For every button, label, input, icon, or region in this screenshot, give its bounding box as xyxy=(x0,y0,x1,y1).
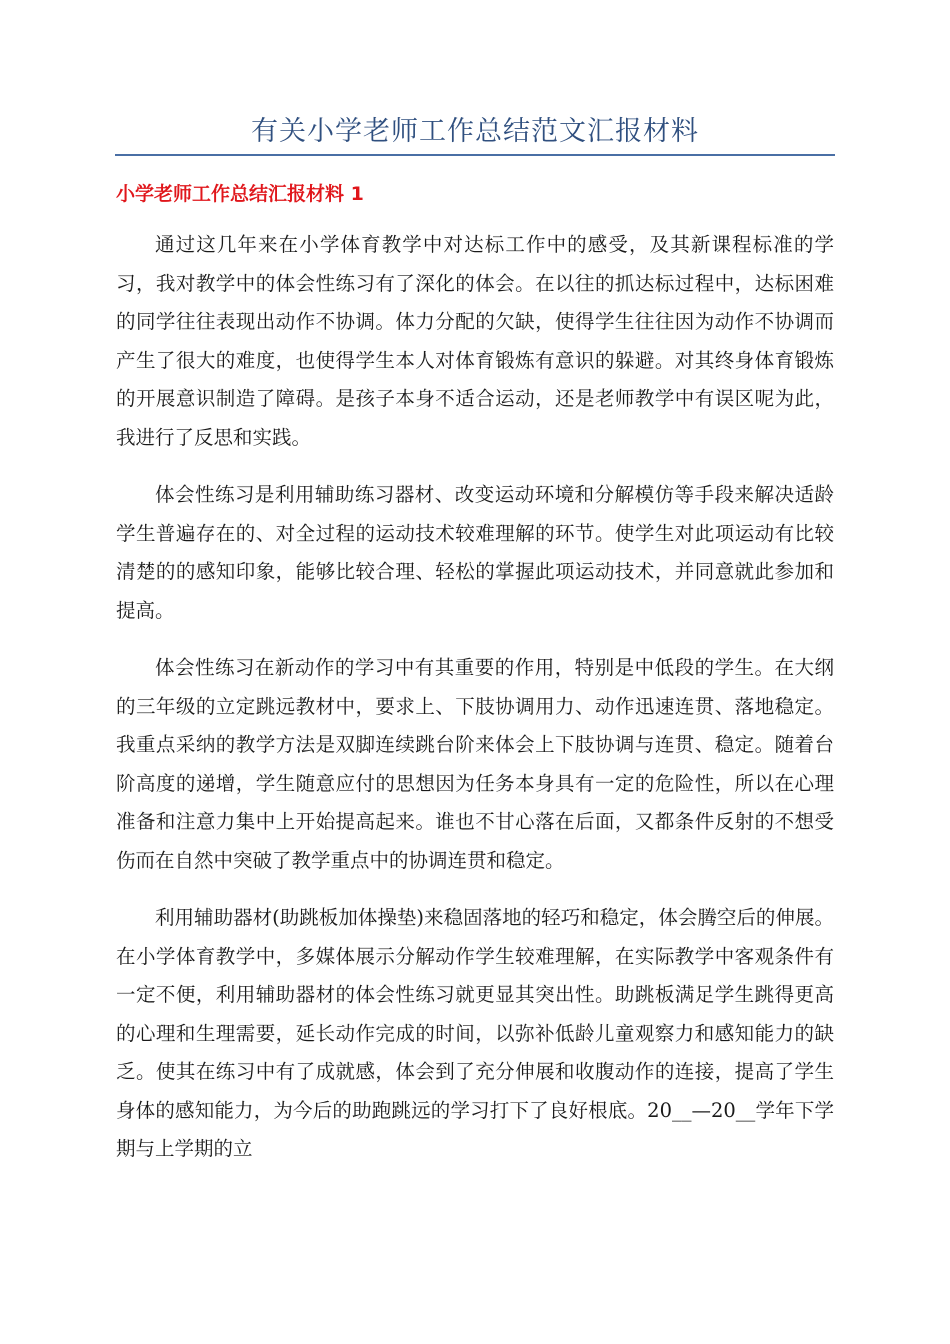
paragraph: 体会性练习是利用辅助练习器材、改变运动环境和分解模仿等手段来解决适龄学生普遍存在的、对全过程的运动技术较难理解的环节。使学生对此项运动有比较清楚的的感知印象，能够比较合理、轻松的掌握此项运动技术，并同意就此参加和提高。 xyxy=(116,483,834,622)
document-body xyxy=(116,226,834,1188)
paragraph: 体会性练习在新动作的学习中有其重要的作用，特别是中低段的学生。在大纲的三年级的立定跳远教材中，要求上、下肢协调用力、动作迅速连贯、落地稳定。我重点采纳的教学方法是双脚连续跳台阶来体会上下肢协调与连贯、稳定。随着台阶高度的递增，学生随意应付的思想因为任务本身具有一定的危险性，所以在心理准备和注意力集中上开始提高起来。谁也不甘心落在后面，又都条件反射的不想受伤而在自然中突破了教学重点中的协调连贯和稳定。 xyxy=(116,656,834,872)
section-heading: 小学老师工作总结汇报材料 1 xyxy=(116,183,364,205)
document-title: 有关小学老师工作总结范文汇报材料 xyxy=(251,116,699,147)
paragraph: 通过这几年来在小学体育教学中对达标工作中的感受，及其新课程标准的学习，我对教学中的体会性练习有了深化的体会。在以往的抓达标过程中，达标困难的同学往往表现出动作不协调。体力分配的欠缺，使得学生往往因为动作不协调而产生了很大的难度，也使得学生本人对体育锻炼有意识的躲避。对其终身体育锻炼的开展意识制造了障碍。是孩子本身不适合运动，还是老师教学中有误区呢为此，我进行了反思和实践。 xyxy=(116,233,834,449)
title-underline xyxy=(115,154,835,156)
paragraph: 利用辅助器材(助跳板加体操垫)来稳固落地的轻巧和稳定，体会腾空后的伸展。在小学体育教学中，多媒体展示分解动作学生较难理解，在实际教学中客观条件有一定不便，利用辅助器材的体会性练习就更显其突出性。助跳板满足学生跳得更高的心理和生理需要，延长动作完成的时间，以弥补低龄儿童观察力和感知能力的缺乏。使其在练习中有了成就感，体会到了充分伸展和收腹动作的连接，提高了学生身体的感知能力，为今后的助跑跳远的学习打下了良好根底。20__—20__学年下学期与上学期的立 xyxy=(116,906,834,1160)
